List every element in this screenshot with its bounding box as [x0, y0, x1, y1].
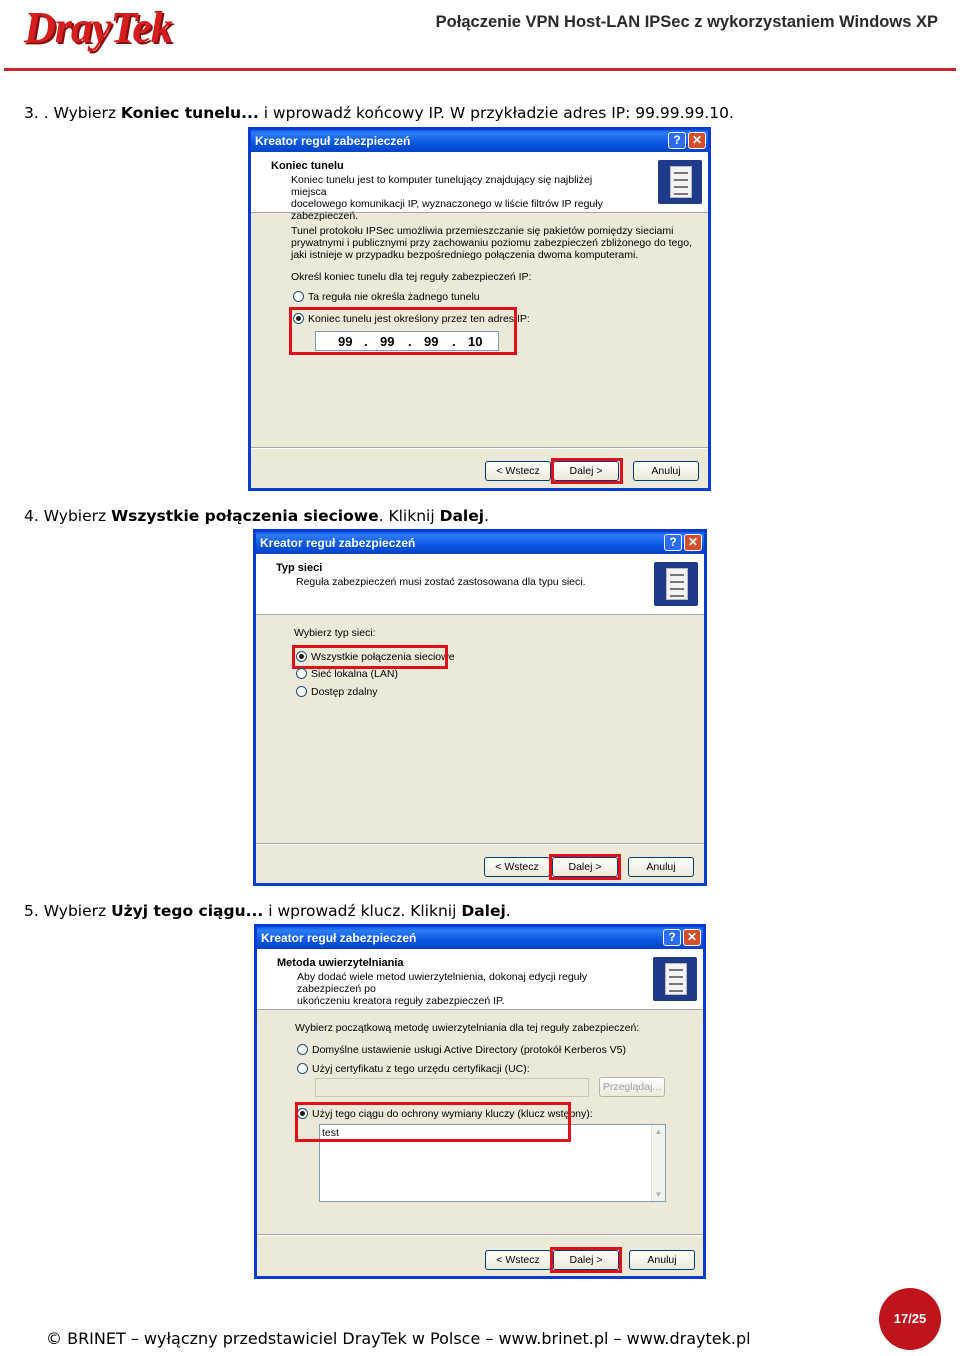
prompt-label: Określ koniec tunelu dla tej reguły zabezpieczeń IP:: [291, 271, 532, 283]
step-text: .: [505, 902, 511, 920]
header-desc-line: Koniec tunelu jest to komputer tunelujący znajdujący się najbliżej miejsca: [291, 174, 593, 198]
prompt-label: Wybierz początkową metodę uwierzytelniania dla tej reguły zabezpieczeń:: [295, 1022, 640, 1034]
kerberos-radio[interactable]: [297, 1044, 308, 1055]
next-button[interactable]: Dalej >: [553, 461, 619, 481]
cancel-button[interactable]: Anuluj: [628, 857, 694, 877]
lan-radio[interactable]: [296, 668, 307, 679]
step-text: i wprowadź końcowy IP. W przykładzie adres IP: 99.99.99.10.: [258, 104, 734, 122]
close-button[interactable]: ✕: [684, 534, 702, 551]
scroll-down-icon[interactable]: ▼: [654, 1190, 663, 1199]
title-bar: [251, 130, 708, 152]
step-bold: Dalej: [461, 902, 506, 920]
next-button[interactable]: Dalej >: [553, 1250, 619, 1270]
wizard-dialog-tunnel-endpoint: [248, 127, 711, 491]
certificate-label[interactable]: Użyj certyfikatu z tego urzędu certyfikacji (UC):: [312, 1063, 530, 1075]
step-text: 4. Wybierz: [24, 507, 112, 525]
highlight-box: [550, 1247, 622, 1273]
info-text: Tunel protokołu IPSec umożliwia przemieszczanie się pakietów pomiędzy sieciami: [291, 225, 674, 237]
step-text: .: [484, 507, 489, 525]
dialog-header: [257, 949, 703, 1010]
kerberos-label[interactable]: Domyślne ustawienie usługi Active Directory (protokół Kerberos V5): [312, 1044, 626, 1056]
dialog-header: [251, 152, 708, 222]
close-button[interactable]: ✕: [688, 132, 706, 149]
no-tunnel-label[interactable]: Ta reguła nie określa żadnego tunelu: [308, 291, 480, 303]
header-description: [297, 971, 627, 1007]
remote-access-radio[interactable]: [296, 686, 307, 697]
button-separator: [256, 843, 704, 845]
back-button[interactable]: < Wstecz: [485, 1250, 551, 1270]
step-4-caption: [24, 507, 489, 525]
browse-button[interactable]: Przeglądaj...: [599, 1077, 665, 1097]
step-bold: Koniec tunelu...: [120, 104, 259, 122]
dialog-body: [256, 615, 704, 884]
no-tunnel-radio[interactable]: [293, 291, 304, 302]
step-text: i wprowadź klucz. Kliknij: [263, 902, 462, 920]
header-desc-line: zabezpieczeń.: [291, 210, 359, 222]
footer-text: © BRINET – wyłączny przedstawiciel DrayTek w Polsce – www.brinet.pl – www.draytek.pl: [46, 1329, 751, 1348]
draytek-logo: DrayTek: [24, 3, 172, 52]
page-number-badge: 17/25: [879, 1288, 941, 1350]
info-text: prywatnymi i publicznymi przy zachowaniu poziomu zabezpieczeń zbliżonego do tego,: [291, 237, 692, 249]
cancel-button[interactable]: Anuluj: [633, 461, 699, 481]
dialog-header: [256, 554, 704, 615]
security-policy-icon: [654, 562, 698, 606]
header-description: [296, 576, 626, 588]
header-desc-line: Reguła zabezpieczeń musi zostać zastosowana dla typu sieci.: [296, 576, 586, 588]
window-title: Kreator reguł zabezpieczeń: [260, 536, 416, 550]
certificate-input[interactable]: [315, 1078, 589, 1097]
dialog-body: [257, 1010, 703, 1277]
help-button[interactable]: ?: [663, 929, 681, 946]
window-title: Kreator reguł zabezpieczeń: [261, 931, 417, 945]
tunnel-ip-label[interactable]: Koniec tunelu jest określony przez ten adres IP:: [308, 313, 530, 325]
key-scrollbar[interactable]: [651, 1125, 665, 1201]
header-divider: [4, 68, 956, 71]
ip-octet[interactable]: 99: [338, 334, 353, 349]
button-separator: [251, 447, 708, 449]
info-text: jaki istnieje w przypadku bezpośredniego połączenia dwoma komputerami.: [291, 249, 639, 261]
title-bar: [257, 927, 703, 949]
header-desc-line: docelowego komunikacji IP, wyznaczonego w liście filtrów IP reguły: [291, 198, 603, 210]
wizard-dialog-network-type: [253, 529, 707, 886]
ip-octet[interactable]: 99: [380, 334, 395, 349]
all-connections-label[interactable]: Wszystkie połączenia sieciowe: [311, 651, 455, 663]
highlight-box: [551, 458, 623, 484]
title-bar: [256, 532, 704, 554]
step-text: 3. . Wybierz: [24, 104, 121, 122]
header-desc-line: Aby dodać wiele metod uwierzytelnienia, dokonaj edycji reguły zabezpieczeń po: [297, 971, 588, 995]
prompt-label: Wybierz typ sieci:: [294, 627, 376, 639]
scroll-up-icon[interactable]: ▲: [654, 1127, 663, 1136]
highlight-box: [289, 307, 517, 355]
header-title: Typ sieci: [276, 562, 323, 574]
step-5-caption: [24, 902, 511, 920]
preshared-key-label[interactable]: Użyj tego ciągu do ochrony wymiany kluczy (klucz wstępny):: [312, 1108, 593, 1120]
preshared-key-value: test: [322, 1127, 339, 1139]
step-3-caption: [24, 104, 734, 122]
button-separator: [257, 1234, 703, 1236]
ip-octet[interactable]: 10: [468, 334, 483, 349]
cancel-button[interactable]: Anuluj: [629, 1250, 695, 1270]
remote-access-label[interactable]: Dostęp zdalny: [311, 686, 378, 698]
ip-octet[interactable]: 99: [424, 334, 439, 349]
header-title: Metoda uwierzytelniania: [277, 957, 404, 969]
highlight-box: [292, 645, 448, 669]
window-title: Kreator reguł zabezpieczeń: [255, 134, 411, 148]
header-desc-line: ukończeniu kreatora reguły zabezpieczeń IP.: [297, 995, 505, 1007]
security-policy-icon: [658, 160, 702, 204]
help-button[interactable]: ?: [668, 132, 686, 149]
back-button[interactable]: < Wstecz: [484, 857, 550, 877]
highlight-box: [549, 854, 621, 880]
lan-label[interactable]: Sieć lokalna (LAN): [311, 668, 398, 680]
certificate-radio[interactable]: [297, 1063, 308, 1074]
security-policy-icon: [653, 957, 697, 1001]
header-title: Koniec tunelu: [271, 160, 344, 172]
dialog-body: [251, 213, 708, 489]
step-text: 5. Wybierz: [24, 902, 112, 920]
document-title: Połączenie VPN Host-LAN IPSec z wykorzystaniem Windows XP: [435, 13, 938, 31]
close-button[interactable]: ✕: [683, 929, 701, 946]
wizard-dialog-authentication: [254, 924, 706, 1279]
help-button[interactable]: ?: [664, 534, 682, 551]
step-text: . Kliknij: [378, 507, 440, 525]
step-bold: Użyj tego ciągu...: [111, 902, 264, 920]
next-button[interactable]: Dalej >: [552, 857, 618, 877]
step-bold: Dalej: [439, 507, 485, 525]
highlight-box: [295, 1102, 571, 1142]
step-bold: Wszystkie połączenia sieciowe: [111, 507, 379, 525]
ip-address-input[interactable]: 99 . 99 . 99 . 10: [315, 331, 499, 351]
back-button[interactable]: < Wstecz: [485, 461, 551, 481]
